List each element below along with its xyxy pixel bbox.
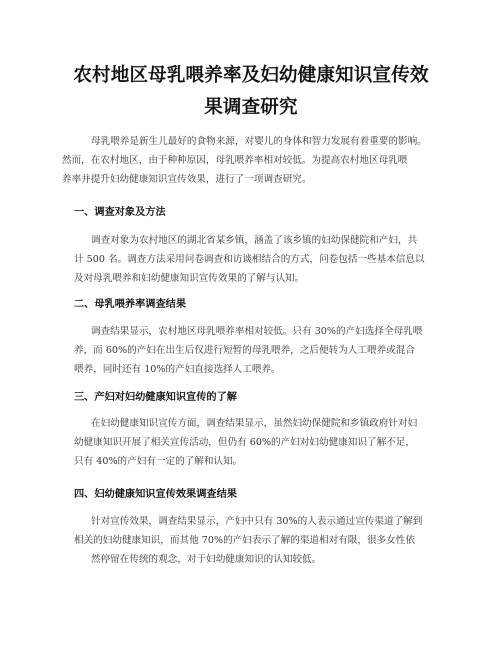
intro-line: 养率并提升妇幼健康知识宣传效果，进行了一项调查研究。 bbox=[62, 174, 312, 185]
section-heading: 四、妇幼健康知识宣传效果调查结果 bbox=[74, 489, 237, 500]
document-title-line-1: 农村地区母乳喂养率及妇幼健康知识宣传效 bbox=[73, 65, 429, 86]
intro-line: 然而，在农村地区，由于种种原因，母乳喂养率相对较低。为提高农村地区母乳喂 bbox=[62, 155, 408, 166]
section-line: 及对母乳喂养和妇幼健康知识宣传效果的了解与认知。 bbox=[74, 273, 305, 284]
section-line: 喂养，同时还有 10%的产妇直接选择人工喂养。 bbox=[74, 364, 281, 375]
section-line: 然停留在传统的观念，对于妇幼健康知识的认知较低。 bbox=[91, 554, 322, 565]
intro-line: 母乳喂养是新生儿最好的食物来源，对婴儿的身体和智力发展有着重要的影响。 bbox=[91, 136, 427, 147]
document-title-line-2: 果调查研究 bbox=[204, 97, 298, 118]
section-line: 相关的妇幼健康知识，而其他 70%的产妇表示了解的渠道相对有限，很多女性依 bbox=[74, 535, 415, 546]
section-line: 计 500 名。调查方法采用问卷调查和访谈相结合的方式，问卷包括一些基本信息以 bbox=[74, 254, 425, 265]
section-line: 针对宣传效果，调查结果显示，产妇中只有 30%的人表示通过宣传渠道了解到 bbox=[91, 516, 423, 527]
section-line: 调查对象为农村地区的湖北省某乡镇，涵盖了该乡镇的妇幼保健院和产妇，共 bbox=[91, 235, 418, 246]
section-heading: 一、调查对象及方法 bbox=[74, 207, 166, 218]
section-heading: 二、母乳喂养率调查结果 bbox=[74, 299, 187, 310]
section-line: 幼健康知识开展了相关宣传活动，但仍有 60%的产妇对妇幼健康知识了解不足， bbox=[74, 437, 415, 448]
section-line: 在妇幼健康知识宣传方面，调查结果显示，虽然妇幼保健院和乡镇政府针对妇 bbox=[91, 418, 418, 429]
section-line: 只有 40%的产妇有一定的了解和认知。 bbox=[74, 456, 243, 467]
section-heading: 三、产妇对妇幼健康知识宣传的了解 bbox=[74, 392, 237, 403]
section-line: 养，而 60%的产妇在出生后仅进行短暂的母乳喂养，之后便转为人工喂养或混合 bbox=[74, 345, 415, 356]
section-line: 调查结果显示，农村地区母乳喂养率相对较低。只有 30%的产妇选择全母乳喂 bbox=[91, 326, 423, 337]
